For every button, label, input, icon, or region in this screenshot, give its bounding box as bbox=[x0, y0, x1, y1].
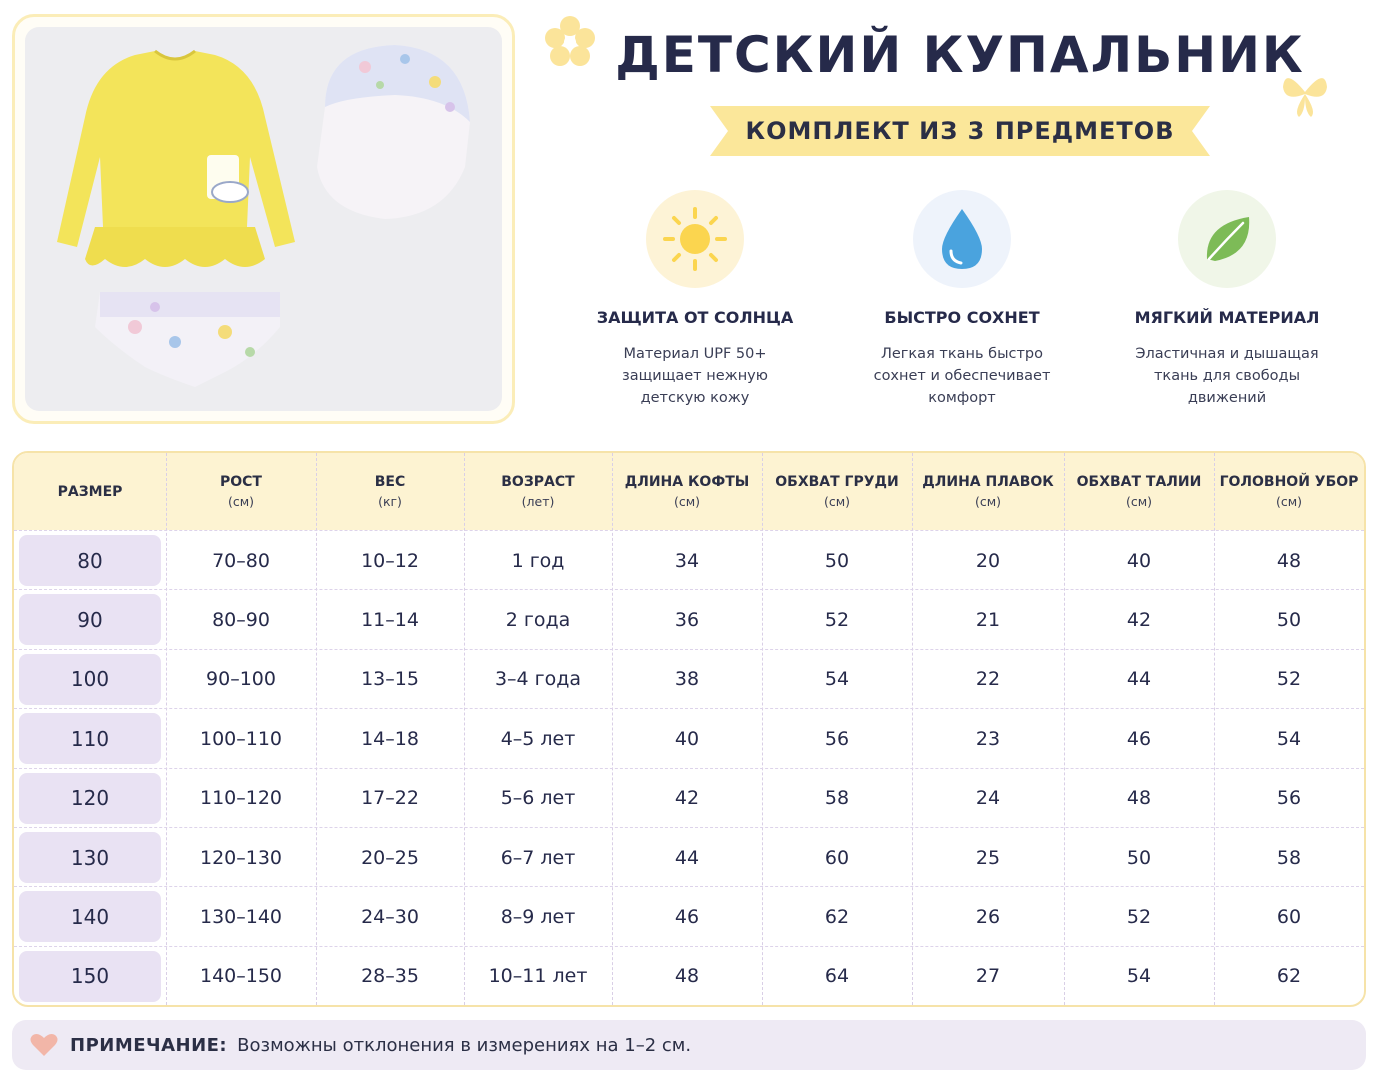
cell-weight: 28–35 bbox=[361, 965, 419, 988]
cell-height: 80–90 bbox=[212, 608, 270, 631]
water-drop-icon-circle bbox=[913, 190, 1011, 288]
cell-chest: 64 bbox=[824, 965, 850, 988]
cell-chest: 56 bbox=[824, 727, 850, 750]
cell-age: 6–7 лет bbox=[500, 846, 576, 869]
header-top-length: ДЛИНА КОФТЫ (см) bbox=[624, 474, 750, 509]
note-text: Возможны отклонения в измерениях на 1–2 см. bbox=[237, 1034, 692, 1056]
cell-top-length: 48 bbox=[674, 965, 700, 988]
note-bar bbox=[12, 1020, 1366, 1070]
size-cell: 150 bbox=[19, 951, 161, 1002]
cell-weight: 24–30 bbox=[361, 905, 419, 928]
table-header bbox=[14, 453, 1364, 530]
cell-bottoms-length: 20 bbox=[975, 549, 1001, 572]
feature-title: ЗАЩИТА ОТ СОЛНЦА bbox=[596, 308, 794, 327]
table-row bbox=[14, 708, 1364, 767]
cell-top-length: 44 bbox=[674, 846, 700, 869]
size-cell: 140 bbox=[19, 891, 161, 942]
size-cell: 90 bbox=[19, 594, 161, 645]
table-row bbox=[14, 649, 1364, 708]
table-row bbox=[14, 827, 1364, 886]
cell-hat: 50 bbox=[1276, 608, 1302, 631]
table-row bbox=[14, 886, 1364, 945]
feature-quick-dry bbox=[832, 190, 1092, 409]
size-cell: 120 bbox=[19, 773, 161, 824]
table-row bbox=[14, 768, 1364, 827]
header-waist: ОБХВАТ ТАЛИИ (см) bbox=[1076, 474, 1202, 509]
cell-waist: 48 bbox=[1126, 787, 1152, 810]
cell-weight: 14–18 bbox=[361, 727, 419, 750]
table-row bbox=[14, 589, 1364, 648]
header-bottoms-length: ДЛИНА ПЛАВОК (см) bbox=[922, 474, 1054, 509]
cell-chest: 50 bbox=[824, 549, 850, 572]
leaf-icon-circle bbox=[1178, 190, 1276, 288]
size-cell: 130 bbox=[19, 832, 161, 883]
feature-description: Эластичная и дышащая ткань для свободы движений bbox=[1135, 346, 1319, 406]
water-drop-icon bbox=[937, 207, 987, 271]
cell-age: 4–5 лет bbox=[500, 727, 576, 750]
flower-icon bbox=[540, 12, 600, 72]
subtitle: КОМПЛЕКТ ИЗ 3 ПРЕДМЕТОВ bbox=[745, 117, 1175, 145]
feature-title: БЫСТРО СОХНЕТ bbox=[884, 308, 1040, 327]
cell-bottoms-length: 26 bbox=[975, 905, 1001, 928]
cell-hat: 52 bbox=[1276, 668, 1302, 691]
size-table bbox=[12, 451, 1366, 1007]
cell-height: 90–100 bbox=[206, 668, 276, 691]
cell-height: 110–120 bbox=[199, 787, 283, 810]
cell-hat: 48 bbox=[1276, 549, 1302, 572]
cell-height: 140–150 bbox=[199, 965, 283, 988]
cell-height: 120–130 bbox=[199, 846, 283, 869]
sun-icon-circle bbox=[646, 190, 744, 288]
cell-bottoms-length: 21 bbox=[975, 608, 1001, 631]
feature-description: Материал UPF 50+ защищает нежную детскую кожу bbox=[622, 346, 768, 406]
note-label: ПРИМЕЧАНИЕ: bbox=[70, 1034, 228, 1056]
cell-age: 1 год bbox=[511, 549, 565, 572]
swim-top-image bbox=[57, 51, 295, 267]
cell-weight: 13–15 bbox=[361, 668, 419, 691]
cell-waist: 52 bbox=[1126, 905, 1152, 928]
cell-height: 130–140 bbox=[199, 905, 283, 928]
page-title: ДЕТСКИЙ КУПАЛЬНИК bbox=[615, 26, 1305, 84]
cell-top-length: 34 bbox=[674, 549, 700, 572]
cell-weight: 17–22 bbox=[361, 787, 419, 810]
header-weight: ВЕС (кг) bbox=[374, 474, 406, 509]
cell-bottoms-length: 23 bbox=[975, 727, 1001, 750]
cell-chest: 58 bbox=[824, 787, 850, 810]
feature-sun-protection bbox=[565, 190, 825, 409]
header-height: РОСТ (см) bbox=[220, 474, 262, 509]
cell-age: 2 года bbox=[505, 608, 571, 631]
header-age: ВОЗРАСТ (лет) bbox=[501, 474, 575, 509]
cell-waist: 40 bbox=[1126, 549, 1152, 572]
cell-bottoms-length: 27 bbox=[975, 965, 1001, 988]
cell-chest: 54 bbox=[824, 668, 850, 691]
cell-top-length: 36 bbox=[674, 608, 700, 631]
size-cell: 100 bbox=[19, 654, 161, 705]
cell-age: 8–9 лет bbox=[500, 905, 576, 928]
sun-icon bbox=[660, 204, 730, 274]
feature-soft-material bbox=[1097, 190, 1357, 409]
size-cell: 110 bbox=[19, 713, 161, 764]
cell-bottoms-length: 25 bbox=[975, 846, 1001, 869]
heart-icon bbox=[30, 1033, 58, 1057]
sun-hat-image bbox=[317, 45, 470, 219]
cell-chest: 62 bbox=[824, 905, 850, 928]
feature-description: Легкая ткань быстро сохнет и обеспечивает комфорт bbox=[873, 346, 1051, 406]
cell-top-length: 40 bbox=[674, 727, 700, 750]
swimsuit-illustration bbox=[25, 27, 502, 411]
cell-bottoms-length: 24 bbox=[975, 787, 1001, 810]
header-hat: ГОЛОВНОЙ УБОР (см) bbox=[1219, 474, 1359, 509]
cell-hat: 60 bbox=[1276, 905, 1302, 928]
cell-waist: 46 bbox=[1126, 727, 1152, 750]
cell-hat: 62 bbox=[1276, 965, 1302, 988]
cell-waist: 42 bbox=[1126, 608, 1152, 631]
cell-height: 100–110 bbox=[199, 727, 283, 750]
feature-title: МЯГКИЙ МАТЕРИАЛ bbox=[1134, 308, 1320, 327]
cell-waist: 50 bbox=[1126, 846, 1152, 869]
cell-chest: 60 bbox=[824, 846, 850, 869]
table-row bbox=[14, 530, 1364, 589]
table-row bbox=[14, 946, 1364, 1005]
product-photo bbox=[25, 27, 502, 411]
leaf-icon bbox=[1197, 209, 1257, 269]
cell-age: 3–4 года bbox=[494, 668, 582, 691]
size-cell: 80 bbox=[19, 535, 161, 586]
cell-hat: 54 bbox=[1276, 727, 1302, 750]
cell-age: 5–6 лет bbox=[500, 787, 576, 810]
swim-bottoms-image bbox=[95, 292, 280, 387]
cell-waist: 54 bbox=[1126, 965, 1152, 988]
cell-top-length: 42 bbox=[674, 787, 700, 810]
cell-age: 10–11 лет bbox=[488, 965, 588, 988]
header-chest: ОБХВАТ ГРУДИ (см) bbox=[775, 474, 899, 509]
product-photo-frame bbox=[12, 14, 515, 424]
cell-height: 70–80 bbox=[212, 549, 270, 572]
cell-weight: 10–12 bbox=[361, 549, 419, 572]
cell-chest: 52 bbox=[824, 608, 850, 631]
header-size: РАЗМЕР bbox=[57, 483, 123, 500]
cell-top-length: 38 bbox=[674, 668, 700, 691]
cell-waist: 44 bbox=[1126, 668, 1152, 691]
cell-weight: 20–25 bbox=[361, 846, 419, 869]
cell-hat: 58 bbox=[1276, 846, 1302, 869]
cell-bottoms-length: 22 bbox=[975, 668, 1001, 691]
cell-top-length: 46 bbox=[674, 905, 700, 928]
cell-hat: 56 bbox=[1276, 787, 1302, 810]
cell-weight: 11–14 bbox=[361, 608, 419, 631]
